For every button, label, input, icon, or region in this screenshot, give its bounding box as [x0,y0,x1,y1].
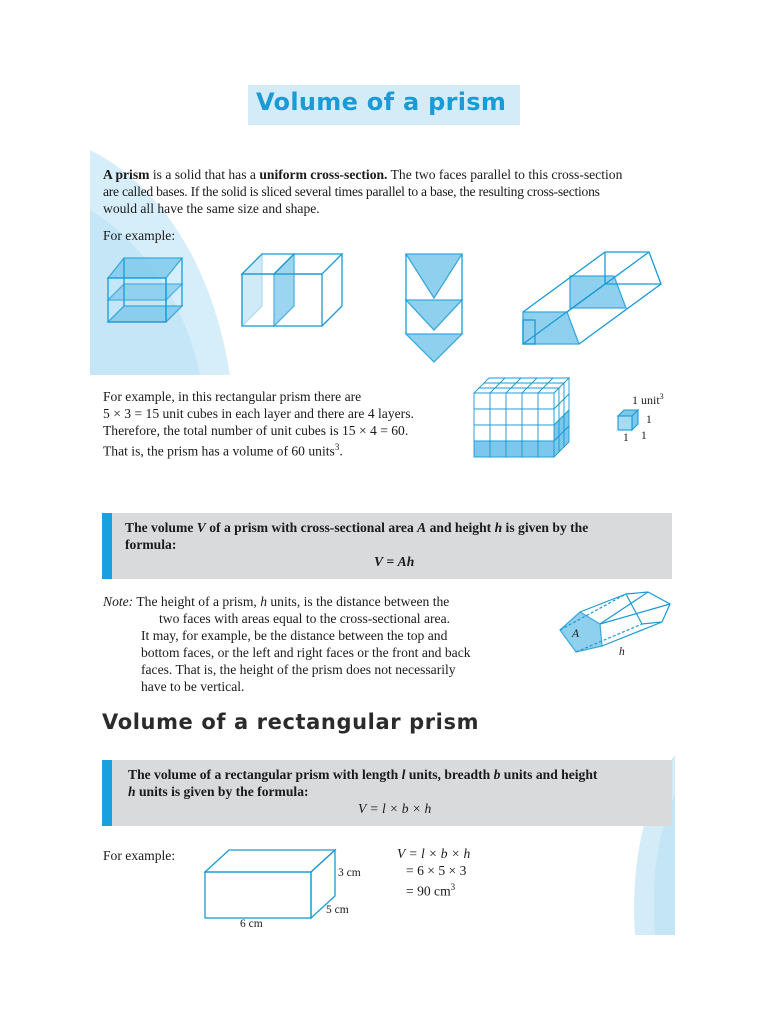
formula-accent-bar [102,760,112,826]
unit-cube-front-face [490,393,506,409]
unit-cube-front-face [490,441,506,457]
rect-formula-line-1: The volume of a rectangular prism with length l units, breadth b units and height [128,767,598,782]
section2-for-example: For example: [103,848,176,863]
intro-line-2: are called bases. If the solid is sliced several times parallel to a base, the resulting cross-sections [103,184,600,199]
unit-cube-grid-figure [472,376,584,464]
rectangular-box-figure [203,848,338,920]
calc-line-3: = 90 $cm^3$ [406,882,456,899]
page-title: Volume of a prism [256,88,507,116]
formula-line-2: formula: [125,537,177,552]
unit-cube-front-face [506,425,522,441]
box-dim-height: 3 cm [338,867,361,879]
calc-line-1: V = l × b × h [397,846,471,861]
box-dim-length: 6 cm [240,918,263,930]
formula-accent-bar [102,513,112,579]
unit-cube-front-face [506,441,522,457]
rectangular-prism-formula-box [102,760,672,826]
unit-cube-dim-height: 1 [646,414,652,426]
rect-formula-equation: V = l × b × h [358,801,432,816]
unit-cube-front-face [474,441,490,457]
prism-volume-formula-box [102,513,672,579]
note-line-3: It may, for example, be the distance between the top and [141,628,448,643]
note-line-5: faces. That is, the height of the prism does not necessarily [141,662,456,677]
note-line-1: Note: The height of a prism, h units, is the distance between the [103,594,450,609]
unit-cube-label: 1 unit$^3$ [632,392,664,407]
page-title-box [248,85,520,125]
intro-line-1: A prism is a solid that has a uniform cross-section. The two faces parallel to this cross-section [103,167,623,182]
unit-cube-front-face [538,393,554,409]
cube-slices-figure [238,250,348,330]
section-heading-rectangular-prism: Volume of a rectangular prism [102,710,480,734]
unit-cube-front-face [522,425,538,441]
triangular-prism-figure [400,250,470,370]
unit-cube-front-face [490,409,506,425]
intro-line-3: would all have the same size and shape. [103,201,320,216]
box-dim-breadth: 5 cm [326,904,349,916]
note-line-2: two faces with areas equal to the cross-sectional area. [159,611,451,626]
intro-for-example: For example: [103,228,176,243]
unit-example-line-4: That is, the prism has a volume of 60 units$^3$. [103,442,343,459]
trapezoidal-prism-figure [515,250,665,350]
unit-cube-front-face [522,409,538,425]
figure-label-area: A [572,628,580,640]
unit-cube-dim-breadth: 1 [641,430,647,442]
unit-cube-dim-length: 1 [623,432,629,444]
rectangular-prism-layers-figure [100,250,190,330]
formula-equation: V = Ah [374,554,415,569]
unit-cube-front-face [506,409,522,425]
unit-cube-front-face [474,393,490,409]
unit-cube-front-face [522,393,538,409]
calc-line-2: = 6 × 5 × 3 [406,863,467,878]
unit-cube-front-face [538,441,554,457]
unit-example-line-2: 5 × 3 = 15 unit cubes in each layer and there are 4 layers. [103,406,414,421]
unit-cube-figure [616,408,642,434]
rect-formula-line-2: h units is given by the formula: [128,784,309,799]
unit-example-line-3: Therefore, the total number of unit cubes is 15 × 4 = 60. [103,423,409,438]
unit-cube-front-face [538,425,554,441]
note-line-6: have to be vertical. [141,679,245,694]
note-line-4: bottom faces, or the left and right faces or the front and back [141,645,471,660]
unit-cube-front-face [474,409,490,425]
unit-example-line-1: For example, in this rectangular prism there are [103,389,362,404]
unit-cube-front-face [538,409,554,425]
figure-label-height: h [619,646,625,658]
unit-cube-front-face [522,441,538,457]
unit-cube-front-face [506,393,522,409]
formula-line-1: The volume V of a prism with cross-sectional area A and height h is given by the [125,520,589,535]
pentagonal-prism-figure [552,590,677,660]
unit-cube-front-face [474,425,490,441]
unit-cube-front-face [490,425,506,441]
